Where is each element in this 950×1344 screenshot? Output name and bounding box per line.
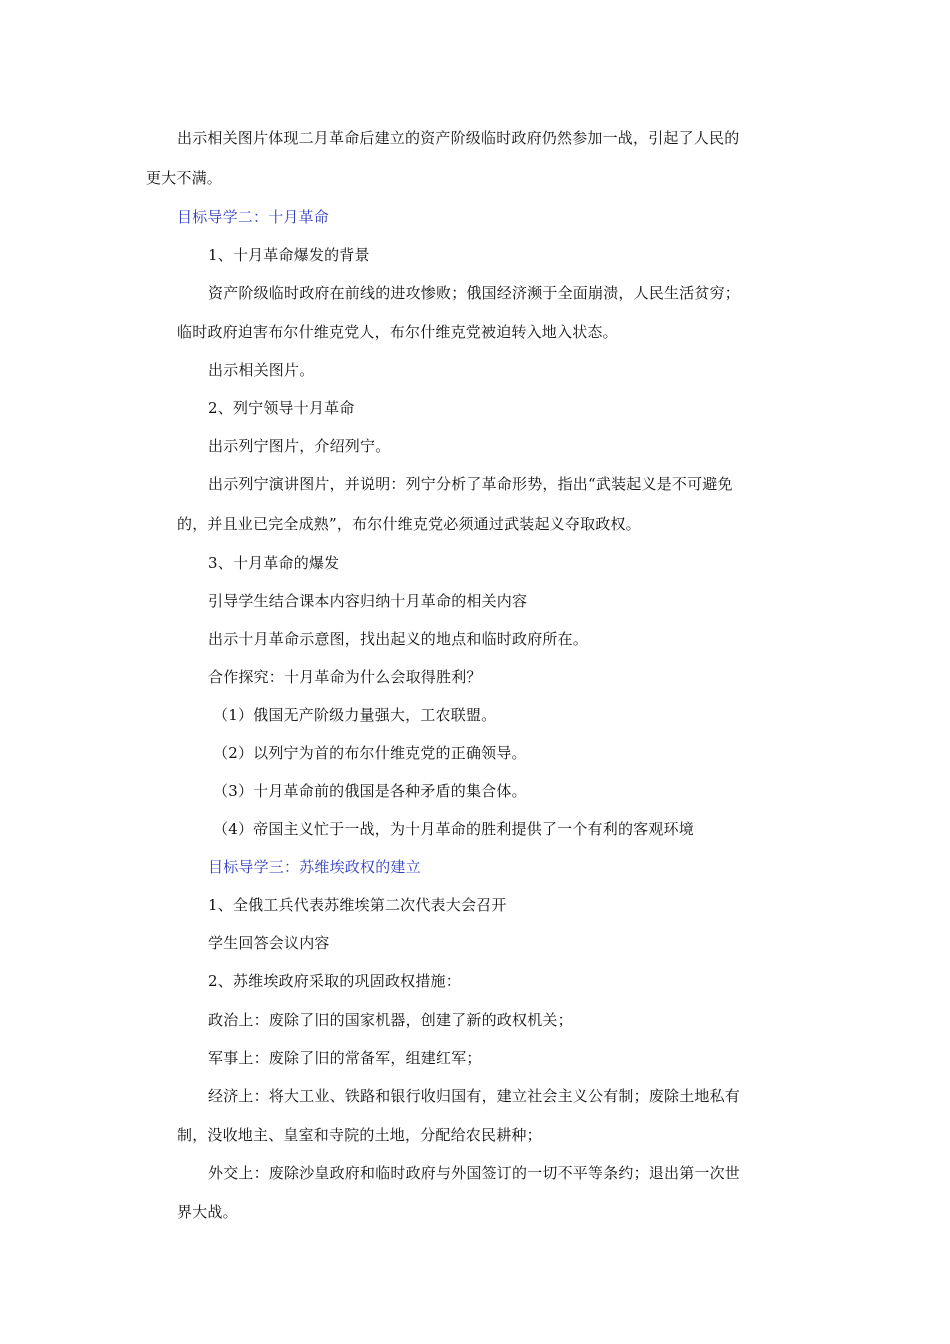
paragraph-line: 引导学生结合课本内容归纳十月革命的相关内容 (208, 592, 528, 610)
paragraph-line: 更大不满。 (146, 169, 223, 187)
paragraph-line: 学生回答会议内容 (208, 934, 330, 952)
paragraph-line: 临时政府迫害布尔什维克党人，布尔什维克党被迫转入地入状态。 (177, 323, 618, 341)
paragraph-line: 出示列宁演讲图片，并说明：列宁分析了革命形势，指出“武装起义是不可避免 (208, 475, 733, 493)
list-item: （4）帝国主义忙于一战，为十月革命的胜利提供了一个有利的客观环境 (213, 820, 694, 838)
paragraph-line: 出示十月革命示意图，找出起义的地点和临时政府所在。 (208, 630, 589, 648)
paragraph-line: 出示相关图片。 (208, 361, 315, 379)
paragraph-line: 合作探究：十月革命为什么会取得胜利？ (208, 668, 482, 686)
subsection-heading: 2、列宁领导十月革命 (208, 399, 355, 417)
list-item: （2）以列宁为首的布尔什维克党的正确领导。 (213, 744, 527, 762)
paragraph-line: 资产阶级临时政府在前线的进攻惨败；俄国经济濒于全面崩溃，人民生活贫穷； (208, 284, 741, 302)
paragraph-line: 制，没收地主、皇室和寺院的土地，分配给农民耕种； (177, 1126, 542, 1144)
paragraph-line: 外交上：废除沙皇政府和临时政府与外国签订的一切不平等条约；退出第一次世 (208, 1164, 741, 1182)
subsection-heading: 1、十月革命爆发的背景 (208, 246, 370, 264)
paragraph-line: 军事上：废除了旧的常备军，组建红军； (208, 1049, 482, 1067)
section-heading-three: 目标导学三：苏维埃政权的建立 (208, 858, 421, 876)
paragraph-line: 出示列宁图片，介绍列宁。 (208, 437, 391, 455)
subsection-heading: 2、苏维埃政府采取的巩固政权措施： (208, 972, 461, 990)
subsection-heading: 3、十月革命的爆发 (208, 554, 340, 572)
paragraph-line: 的，并且业已完全成熟”，布尔什维克党必须通过武装起义夺取政权。 (177, 515, 641, 533)
list-item: （1）俄国无产阶级力量强大，工农联盟。 (213, 706, 497, 724)
paragraph-line: 政治上：废除了旧的国家机器，创建了新的政权机关； (208, 1011, 573, 1029)
subsection-heading: 1、全俄工兵代表苏维埃第二次代表大会召开 (208, 896, 507, 914)
paragraph-line: 经济上：将大工业、铁路和银行收归国有，建立社会主义公有制；废除土地私有 (208, 1087, 741, 1105)
paragraph-line: 界大战。 (177, 1203, 238, 1221)
list-item: （3）十月革命前的俄国是各种矛盾的集合体。 (213, 782, 527, 800)
section-heading-two: 目标导学二：十月革命 (177, 208, 330, 226)
paragraph-line: 出示相关图片体现二月革命后建立的资产阶级临时政府仍然参加一战，引起了人民的 (177, 129, 740, 147)
